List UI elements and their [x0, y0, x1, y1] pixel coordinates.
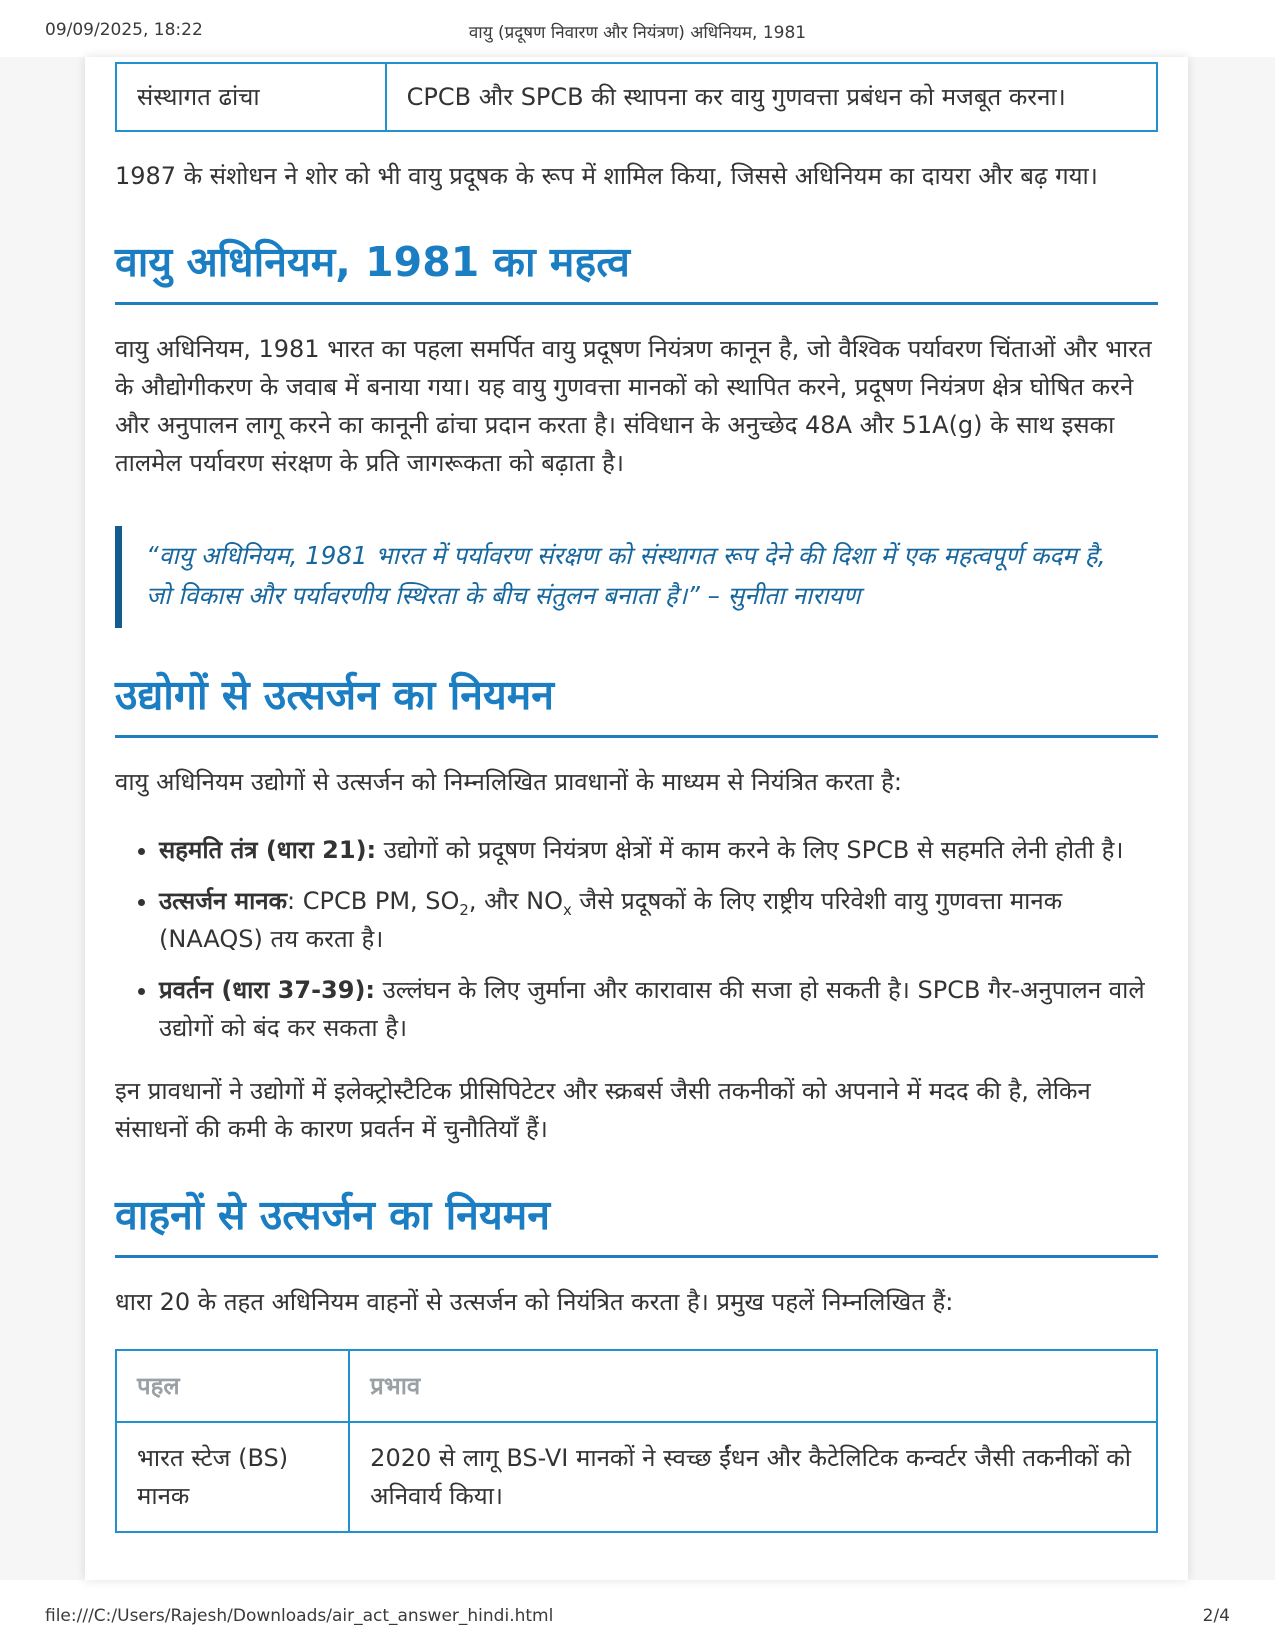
bullet-item: • प्रवर्तन (धारा 37-39): उल्लंघन के लिए जुर्माना और कारावास की सजा हो सकती है। SPCB गैर-अनुपालन वाले उद्योगों को बंद कर सकता है। — [159, 971, 1158, 1047]
bullet-item: • सहमति तंत्र (धारा 21): उद्योगों को प्रदूषण नियंत्रण क्षेत्रों में काम करने के लिए SPCB से सहमति लेनी होती है। — [159, 831, 1158, 869]
act-objectives-table — [115, 62, 1158, 132]
document-title: वायु (प्रदूषण निवारण और नियंत्रण) अधिनियम, 1981 — [468, 23, 807, 43]
print-header — [45, 20, 1230, 42]
source-file-url: file:///C:/Users/Rajesh/Downloads/air_act_answer_hindi.html — [45, 1606, 554, 1626]
webpage-background — [0, 57, 1275, 1580]
page-number: 2/4 — [1202, 1606, 1230, 1626]
content-card — [85, 57, 1188, 1580]
initiative-name-cell: भारत स्टेज (BS) मानक — [116, 1422, 349, 1532]
table-row — [116, 1422, 1157, 1532]
vehicles-intro-paragraph: धारा 20 के तहत अधिनियम वाहनों से उत्सर्जन को नियंत्रित करता है। प्रमुख पहलें निम्नलिखित हैं: — [115, 1288, 954, 1316]
heading-rule — [115, 1255, 1158, 1258]
heading-rule — [115, 735, 1158, 738]
section-heading-industry: उद्योगों से उत्सर्जन का नियमन — [115, 671, 555, 719]
industry-intro-paragraph: वायु अधिनियम उद्योगों से उत्सर्जन को निम्नलिखित प्रावधानों के माध्यम से नियंत्रित करता है: — [115, 768, 903, 796]
print-datetime: 09/09/2025, 18:22 — [45, 20, 203, 40]
column-header-initiative: पहल — [116, 1350, 349, 1422]
bullet-item: • उत्सर्जन मानक: CPCB PM, $SO_2$, और $NO_x$ जैसे प्रदूषकों के लिए राष्ट्रीय परिवेशी वायु गुणवत्ता मानक (NAAQS) तय करता है। — [159, 882, 1158, 958]
industry-outro-paragraph: इन प्रावधानों ने उद्योगों में इलेक्ट्रोस्टैटिक प्रीसिपिटेटर और स्क्रबर्स जैसी तकनीकों को अपनाने में मदद की है, लेकिन संसाधनों की कमी के कारण प्रवर्तन में चुनौतियाँ हैं। — [115, 1077, 1091, 1143]
heading-rule — [115, 302, 1158, 305]
pull-quote: “वायु अधिनियम, 1981 भारत में पर्यावरण संरक्षण को संस्थागत रूप देने की दिशा में एक महत्वपूर्ण कदम है, जो विकास और पर्यावरणीय स्थिरता के बीच संतुलन बनाता है।” – सुनीता नारायण — [115, 526, 1158, 628]
amendment-paragraph: 1987 के संशोधन ने शोर को भी वायु प्रदूषक के रूप में शामिल किया, जिससे अधिनियम का दायरा और बढ़ गया। — [115, 162, 1098, 190]
print-footer — [45, 1606, 1230, 1628]
section-heading-vehicles: वाहनों से उत्सर्जन का नियमन — [115, 1191, 550, 1239]
table-header-row — [116, 1350, 1157, 1422]
table-row — [116, 63, 1157, 131]
objective-name-cell: संस्थागत ढांचा — [116, 63, 386, 131]
importance-paragraph: वायु अधिनियम, 1981 भारत का पहला समर्पित वायु प्रदूषण नियंत्रण कानून है, जो वैश्विक पर्यावरण चिंताओं और भारत के औद्योगीकरण के जवाब में बनाया गया। यह वायु गुणवत्ता मानकों को स्थापित करने, प्रदूषण नियंत्रण क्षेत्र घोषित करने और अनुपालन लागू करने का कानूनी ढांचा प्रदान करता है। संविधान के अनुच्छेद 48A और 51A(g) के साथ इसका तालमेल पर्यावरण संरक्षण के प्रति जागरूकता को बढ़ाता है। — [115, 335, 1152, 477]
section-heading-importance: वायु अधिनियम, 1981 का महत्व — [115, 238, 630, 286]
objective-desc-cell: CPCB और SPCB की स्थापना कर वायु गुणवत्ता प्रबंधन को मजबूत करना। — [386, 63, 1157, 131]
initiative-impact-cell: 2020 से लागू BS-VI मानकों ने स्वच्छ ईंधन और कैटेलिटिक कन्वर्टर जैसी तकनीकों को अनिवार्य किया। — [349, 1422, 1157, 1532]
vehicle-initiatives-table — [115, 1349, 1158, 1533]
column-header-impact: प्रभाव — [349, 1350, 1157, 1422]
industry-bullet-list — [115, 831, 1158, 1047]
